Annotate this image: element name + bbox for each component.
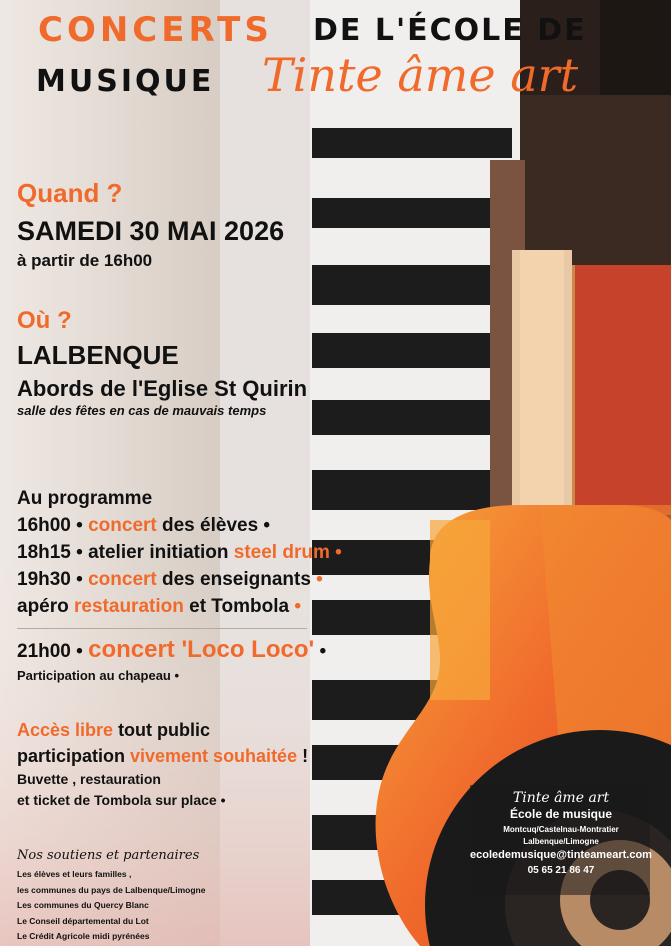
programme-line-2 — [17, 542, 342, 564]
contact-phone[interactable]: 05 65 21 86 47 — [527, 865, 595, 876]
programme-bullet: • — [289, 596, 301, 617]
programme-title: Au programme — [17, 488, 153, 509]
acces-line-2 — [17, 746, 308, 767]
title-musique: MUSIQUE — [36, 64, 215, 99]
event-date: SAMEDI 30 MAI 2026 — [17, 216, 285, 246]
quand-label: Quand ? — [17, 178, 123, 208]
acces-text: tout public — [113, 720, 211, 740]
programme-line-1 — [17, 515, 270, 537]
soutien-item: Les élèves et leurs familles , — [17, 869, 132, 879]
acces-text: ! — [297, 746, 309, 766]
contact-school: École de musique — [509, 807, 613, 821]
acces-highlight: vivement souhaitée — [130, 746, 298, 766]
event-place: Abords de l'Eglise St Quirin — [17, 376, 308, 401]
title-concerts: CONCERTS — [38, 10, 273, 50]
programme-line-5 — [17, 636, 326, 664]
event-alt-place: salle des fêtes en cas de mauvais temps — [17, 403, 267, 418]
programme-highlight: steel drum — [233, 542, 330, 563]
programme-bullet: • — [310, 569, 323, 590]
acces-highlight: Accès libre — [17, 720, 114, 740]
programme-line-6: Participation au chapeau • — [17, 668, 180, 683]
programme-line-4 — [17, 596, 301, 618]
programme-time: 19h30 • — [17, 569, 89, 590]
soutiens-title: Nos soutiens et partenaires — [17, 848, 200, 863]
programme-highlight: concert — [88, 569, 157, 590]
programme-time: 16h00 • — [17, 515, 89, 536]
programme-bullet: • — [314, 641, 327, 662]
programme-highlight: restauration — [74, 596, 184, 617]
contact-block — [470, 790, 652, 876]
programme-text: des enseignants — [156, 569, 311, 590]
soutien-item: Le Conseil départemental du Lot — [17, 915, 149, 926]
programme-text: et Tombola — [183, 596, 290, 617]
ou-label: Où ? — [17, 307, 72, 334]
acces-line-3: Buvette , restauration — [17, 771, 161, 787]
contact-address-2: Lalbenque/Limogne — [523, 837, 599, 846]
title-de-l-ecole-de: DE L'ÉCOLE DE — [313, 13, 587, 48]
divider — [17, 628, 307, 629]
soutiens-list — [17, 867, 205, 945]
programme-time: 21h00 • — [17, 641, 89, 662]
contact-address-1: Montcuq/Castelnau-Montratier — [503, 825, 619, 834]
programme-bullet: • — [329, 542, 342, 563]
soutien-item: les communes du pays de Lalbenque/Limogne — [17, 884, 206, 895]
programme-highlight: concert 'Loco Loco' — [88, 636, 315, 663]
programme-line-3 — [17, 569, 323, 591]
contact-brand: Tinte âme art — [512, 790, 610, 806]
programme-text: apéro — [17, 596, 75, 617]
event-town: LALBENQUE — [17, 340, 179, 370]
title-brand: Tinte âme art — [262, 48, 579, 102]
programme-text: 18h15 • atelier initiation — [17, 542, 234, 563]
acces-text: participation — [17, 746, 131, 766]
acces-line-1 — [17, 720, 210, 741]
programme-text: des élèves • — [156, 515, 271, 536]
soutien-item: Le Crédit Agricole midi pyrénées — [17, 931, 150, 941]
programme-highlight: concert — [88, 515, 157, 536]
acces-line-4: et ticket de Tombola sur place • — [17, 792, 226, 808]
soutien-item: Les communes du Quercy Blanc — [17, 900, 149, 910]
contact-email[interactable]: ecoledemusique@tinteameart.com — [470, 849, 652, 861]
event-start-time: à partir de 16h00 — [17, 251, 153, 270]
